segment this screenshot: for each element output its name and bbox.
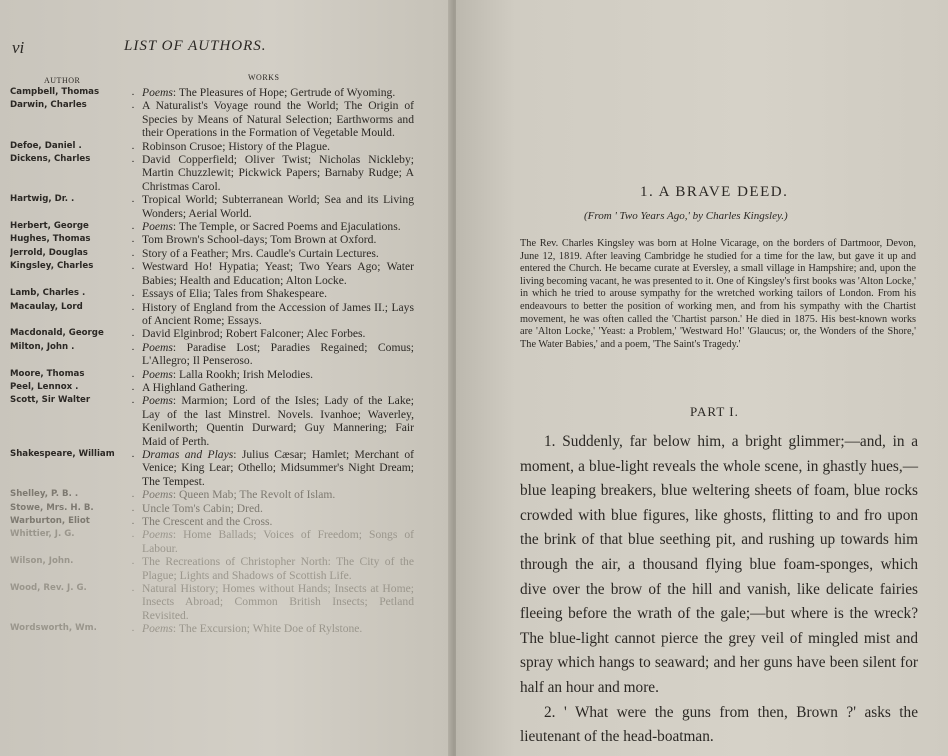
works-titles: Natural History; Homes without Hands; Insects at Home; Insects Abroad; Common British Insects; Petland Revisited. xyxy=(142,582,414,622)
list-item xyxy=(10,327,414,340)
paragraph: 1. Suddenly, far below him, a bright glimmer;—and, in a moment, a blue-light reveals the whole scene, in ghastly hues,—blue leaping breakers, blue weltering sheets of foam, blue rocks crowded with blue figures, like ghosts, flitting to and fro upon the brink of that blue seething pit, and rushing up towards him through the air, a thousand flying blue foam-sponges, which dive over the brow of the hill and vanish, like delicate fairies fleeing before the wrath of the gale;—but where is the wreck? The blue-light cannot pierce the grey veil of mingled mist and spray which hangs to seaward; and her guns have been silent for half an hour and more. xyxy=(520,433,918,696)
list-item xyxy=(10,582,414,622)
leader-dot: . xyxy=(131,555,135,568)
leader-dot: . xyxy=(131,300,135,313)
works-list xyxy=(142,301,414,328)
works-category: Poems xyxy=(142,220,173,234)
works-list xyxy=(142,99,414,139)
list-item xyxy=(10,260,414,287)
leader-dot: . xyxy=(131,515,135,527)
author-name: Kingsley, Charles xyxy=(10,261,94,272)
leader-dot: . xyxy=(131,501,135,514)
author-name: Shelley, P. B. . xyxy=(10,489,79,500)
works-category: Poems xyxy=(142,394,173,408)
works-list xyxy=(142,528,414,555)
works-list xyxy=(142,327,414,340)
list-item xyxy=(10,233,414,246)
works-titles: : The Pleasures of Hope; Gertrude of Wyoming. xyxy=(172,86,396,99)
author-name: Defoe, Daniel . xyxy=(10,140,82,151)
author-name: Darwin, Charles xyxy=(10,100,87,111)
works-category: Poems xyxy=(142,622,173,636)
works-titles: : Queen Mab; The Revolt of Islam. xyxy=(172,488,336,502)
works-list xyxy=(142,502,414,515)
works-list xyxy=(142,488,414,501)
leader-dot: . xyxy=(131,327,135,340)
author-name: Hughes, Thomas xyxy=(10,234,91,245)
list-item xyxy=(10,555,414,582)
works-titles: David Elginbrod; Robert Falconer; Alec Forbes. xyxy=(142,327,366,341)
list-item xyxy=(10,381,414,394)
works-list xyxy=(142,287,414,300)
works-list xyxy=(142,153,414,193)
column-header-works: WORKS xyxy=(248,73,280,82)
author-name: Jerrold, Douglas xyxy=(10,247,88,258)
works-list xyxy=(142,341,414,368)
list-item xyxy=(10,220,414,233)
page-number: vi xyxy=(12,38,25,57)
author-name: Warburton, Eliot xyxy=(10,516,90,526)
works-category: Poems xyxy=(142,488,173,502)
works-list xyxy=(142,140,414,153)
works-titles: History of England from the Accession of James II.; Lays of Ancient Rome; Essays. xyxy=(142,300,414,327)
works-titles: : Julius Cæsar; Hamlet; Merchant of Venice; King Lear; Othello; Midsummer's Night Dream; The Tempest. xyxy=(142,447,414,488)
author-name: Macdonald, George xyxy=(10,328,104,339)
leader-dot: . xyxy=(131,394,135,407)
author-name: Lamb, Charles . xyxy=(10,288,86,299)
list-item xyxy=(10,99,414,139)
works-titles: Story of a Feather; Mrs. Caudle's Curtain Lectures. xyxy=(142,246,379,260)
works-list xyxy=(142,233,414,246)
list-item xyxy=(10,394,414,448)
works-titles: David Copperfield; Oliver Twist; Nicholas Nickleby; Martin Chuzzlewit; Pickwick Papers; Barnaby Rudge; A Christmas Carol. xyxy=(142,153,414,193)
leader-dot: . xyxy=(131,153,135,166)
leader-dot: . xyxy=(131,380,135,393)
author-name: Herbert, George xyxy=(10,221,89,232)
works-titles: : Paradise Lost; Paradies Regained; Comus; L'Allegro; Il Penseroso. xyxy=(142,340,414,368)
works-list xyxy=(142,260,414,287)
leader-dot: . xyxy=(131,528,135,541)
works-category: Poems xyxy=(142,340,173,354)
works-titles: Robinson Crusoe; History of the Plague. xyxy=(142,139,331,153)
list-item xyxy=(10,86,414,99)
leader-dot: . xyxy=(131,622,135,635)
author-name: Wilson, John. xyxy=(10,556,74,567)
works-list xyxy=(142,86,414,99)
works-titles: Westward Ho! Hypatia; Yeast; Two Years Ago; Water Babies; Health and Education; Alton Locke. xyxy=(142,260,414,287)
author-biography: The Rev. Charles Kingsley was born at Holne Vicarage, on the borders of Dartmoor, Devon, June 12, 1819. After leaving Cambridge he studied for a time for the law, but gave it up and entered the Church. He became curate at Eversley, a small village in Hampshire; and, upon the living becoming vacant, he was presented to it. One of Kingsley's first books was 'Alton Locke,' in which he tried to arouse sympathy for the wretched working tailors of London. From his endeavours to better the position of working men, and from his sympathy with the Chartist movement, he was often called the 'Chartist parson.' He died in 1875. His best-known works are 'Alton Locke,' 'Yeast: a Problem,' 'Westward Ho!' 'Glaucus; or, the Wonders of the Shore,' The Water Babies,' and a poem, 'The Saint's Tragedy.' xyxy=(520,238,916,350)
left-page xyxy=(0,0,452,756)
works-list xyxy=(142,555,414,582)
chapter-subtitle: (From ' Two Years Ago,' by Charles Kingsley.) xyxy=(584,210,788,222)
works-titles: : The Temple, or Sacred Poems and Ejaculations. xyxy=(172,220,401,234)
works-list xyxy=(142,394,414,448)
works-titles: Uncle Tom's Cabin; Dred. xyxy=(142,501,263,515)
works-category: Dramas and Plays xyxy=(142,447,234,461)
works-list xyxy=(142,368,414,381)
leader-dot: . xyxy=(131,260,135,273)
author-name: Milton, John . xyxy=(10,341,75,352)
author-name: Wordsworth, Wm. xyxy=(10,623,97,634)
works-list xyxy=(142,247,414,260)
author-name: Shakespeare, William xyxy=(10,448,115,459)
list-item xyxy=(10,153,414,193)
works-category: Poems xyxy=(142,528,173,542)
works-titles: : Lalla Rookh; Irish Melodies. xyxy=(172,367,313,381)
leader-dot: . xyxy=(131,447,135,460)
author-name: Stowe, Mrs. H. B. xyxy=(10,502,94,513)
list-item xyxy=(10,247,414,260)
author-name: Whittier, J. G. xyxy=(10,529,75,540)
works-titles: The Recreations of Christopher North: The City of the Plague; Lights and Shadows of Scottish Life. xyxy=(142,555,414,582)
author-name: Moore, Thomas xyxy=(10,368,85,379)
works-category: Poems xyxy=(142,86,173,99)
works-titles: A Highland Gathering. xyxy=(142,380,248,394)
chapter-title: 1. A BRAVE DEED. xyxy=(640,184,789,200)
works-list xyxy=(142,582,414,622)
works-list xyxy=(142,622,414,635)
author-name: Hartwig, Dr. . xyxy=(10,194,75,205)
leader-dot: . xyxy=(131,233,135,246)
story-text xyxy=(520,430,918,750)
list-item xyxy=(10,287,414,300)
works-titles: Tropical World; Subterranean World; Sea and its Living Wonders; Aerial World. xyxy=(142,193,414,220)
works-category: Poems xyxy=(142,367,173,381)
author-name: Macaulay, Lord xyxy=(10,301,83,312)
paragraph: 2. ' What were the guns from then, Brown ?' asks the lieutenant of the head-boatman. xyxy=(520,703,918,746)
works-list xyxy=(142,381,414,394)
leader-dot: . xyxy=(131,287,135,300)
author-name: Wood, Rev. J. G. xyxy=(10,583,87,594)
list-item xyxy=(10,502,414,515)
column-header-author: AUTHOR xyxy=(44,76,81,85)
leader-dot: . xyxy=(131,99,135,112)
list-item xyxy=(10,193,414,220)
author-name: Scott, Sir Walter xyxy=(10,395,91,406)
author-name: Campbell, Thomas xyxy=(10,87,100,97)
page-title: LIST OF AUTHORS. xyxy=(124,38,267,54)
part-heading: PART I. xyxy=(690,404,739,419)
author-name: Peel, Lennox . xyxy=(10,381,79,392)
works-titles: : Marmion; Lord of the Isles; Lady of the Lake; Lay of the last Minstrel. Novels. Ivanhoe; Waverley, Kenilworth; Quentin Durward; Guy Mannering; Fair Maid of Perth. xyxy=(142,394,414,448)
works-titles: Essays of Elia; Tales from Shakespeare. xyxy=(142,287,328,301)
leader-dot: . xyxy=(131,582,135,595)
leader-dot: . xyxy=(131,488,135,501)
works-list xyxy=(142,220,414,233)
list-item xyxy=(10,368,414,381)
leader-dot: . xyxy=(131,139,135,152)
author-list xyxy=(10,86,414,636)
works-titles: Tom Brown's School-days; Tom Brown at Oxford. xyxy=(142,233,377,247)
leader-dot: . xyxy=(131,86,135,98)
works-titles: : The Excursion; White Doe of Rylstone. xyxy=(172,622,363,636)
author-name: Dickens, Charles xyxy=(10,154,91,165)
leader-dot: . xyxy=(131,246,135,259)
works-list xyxy=(142,448,414,488)
works-list xyxy=(142,193,414,220)
list-item xyxy=(10,301,414,328)
works-list xyxy=(142,515,414,528)
leader-dot: . xyxy=(131,367,135,380)
list-item xyxy=(10,140,414,153)
list-item xyxy=(10,515,414,528)
works-titles: : Home Ballads; Voices of Freedom; Songs of Labour. xyxy=(142,528,414,555)
works-titles: The Crescent and the Cross. xyxy=(142,515,273,528)
list-item xyxy=(10,488,414,501)
works-titles: A Naturalist's Voyage round the World; The Origin of Species by Means of Natural Selection; Earthworms and their Operations in the Formation of Vegetable Mould. xyxy=(142,99,414,140)
list-item xyxy=(10,448,414,488)
leader-dot: . xyxy=(131,340,135,353)
list-item xyxy=(10,528,414,555)
leader-dot: . xyxy=(131,220,135,233)
list-item xyxy=(10,341,414,368)
list-item xyxy=(10,622,414,635)
leader-dot: . xyxy=(131,193,135,206)
